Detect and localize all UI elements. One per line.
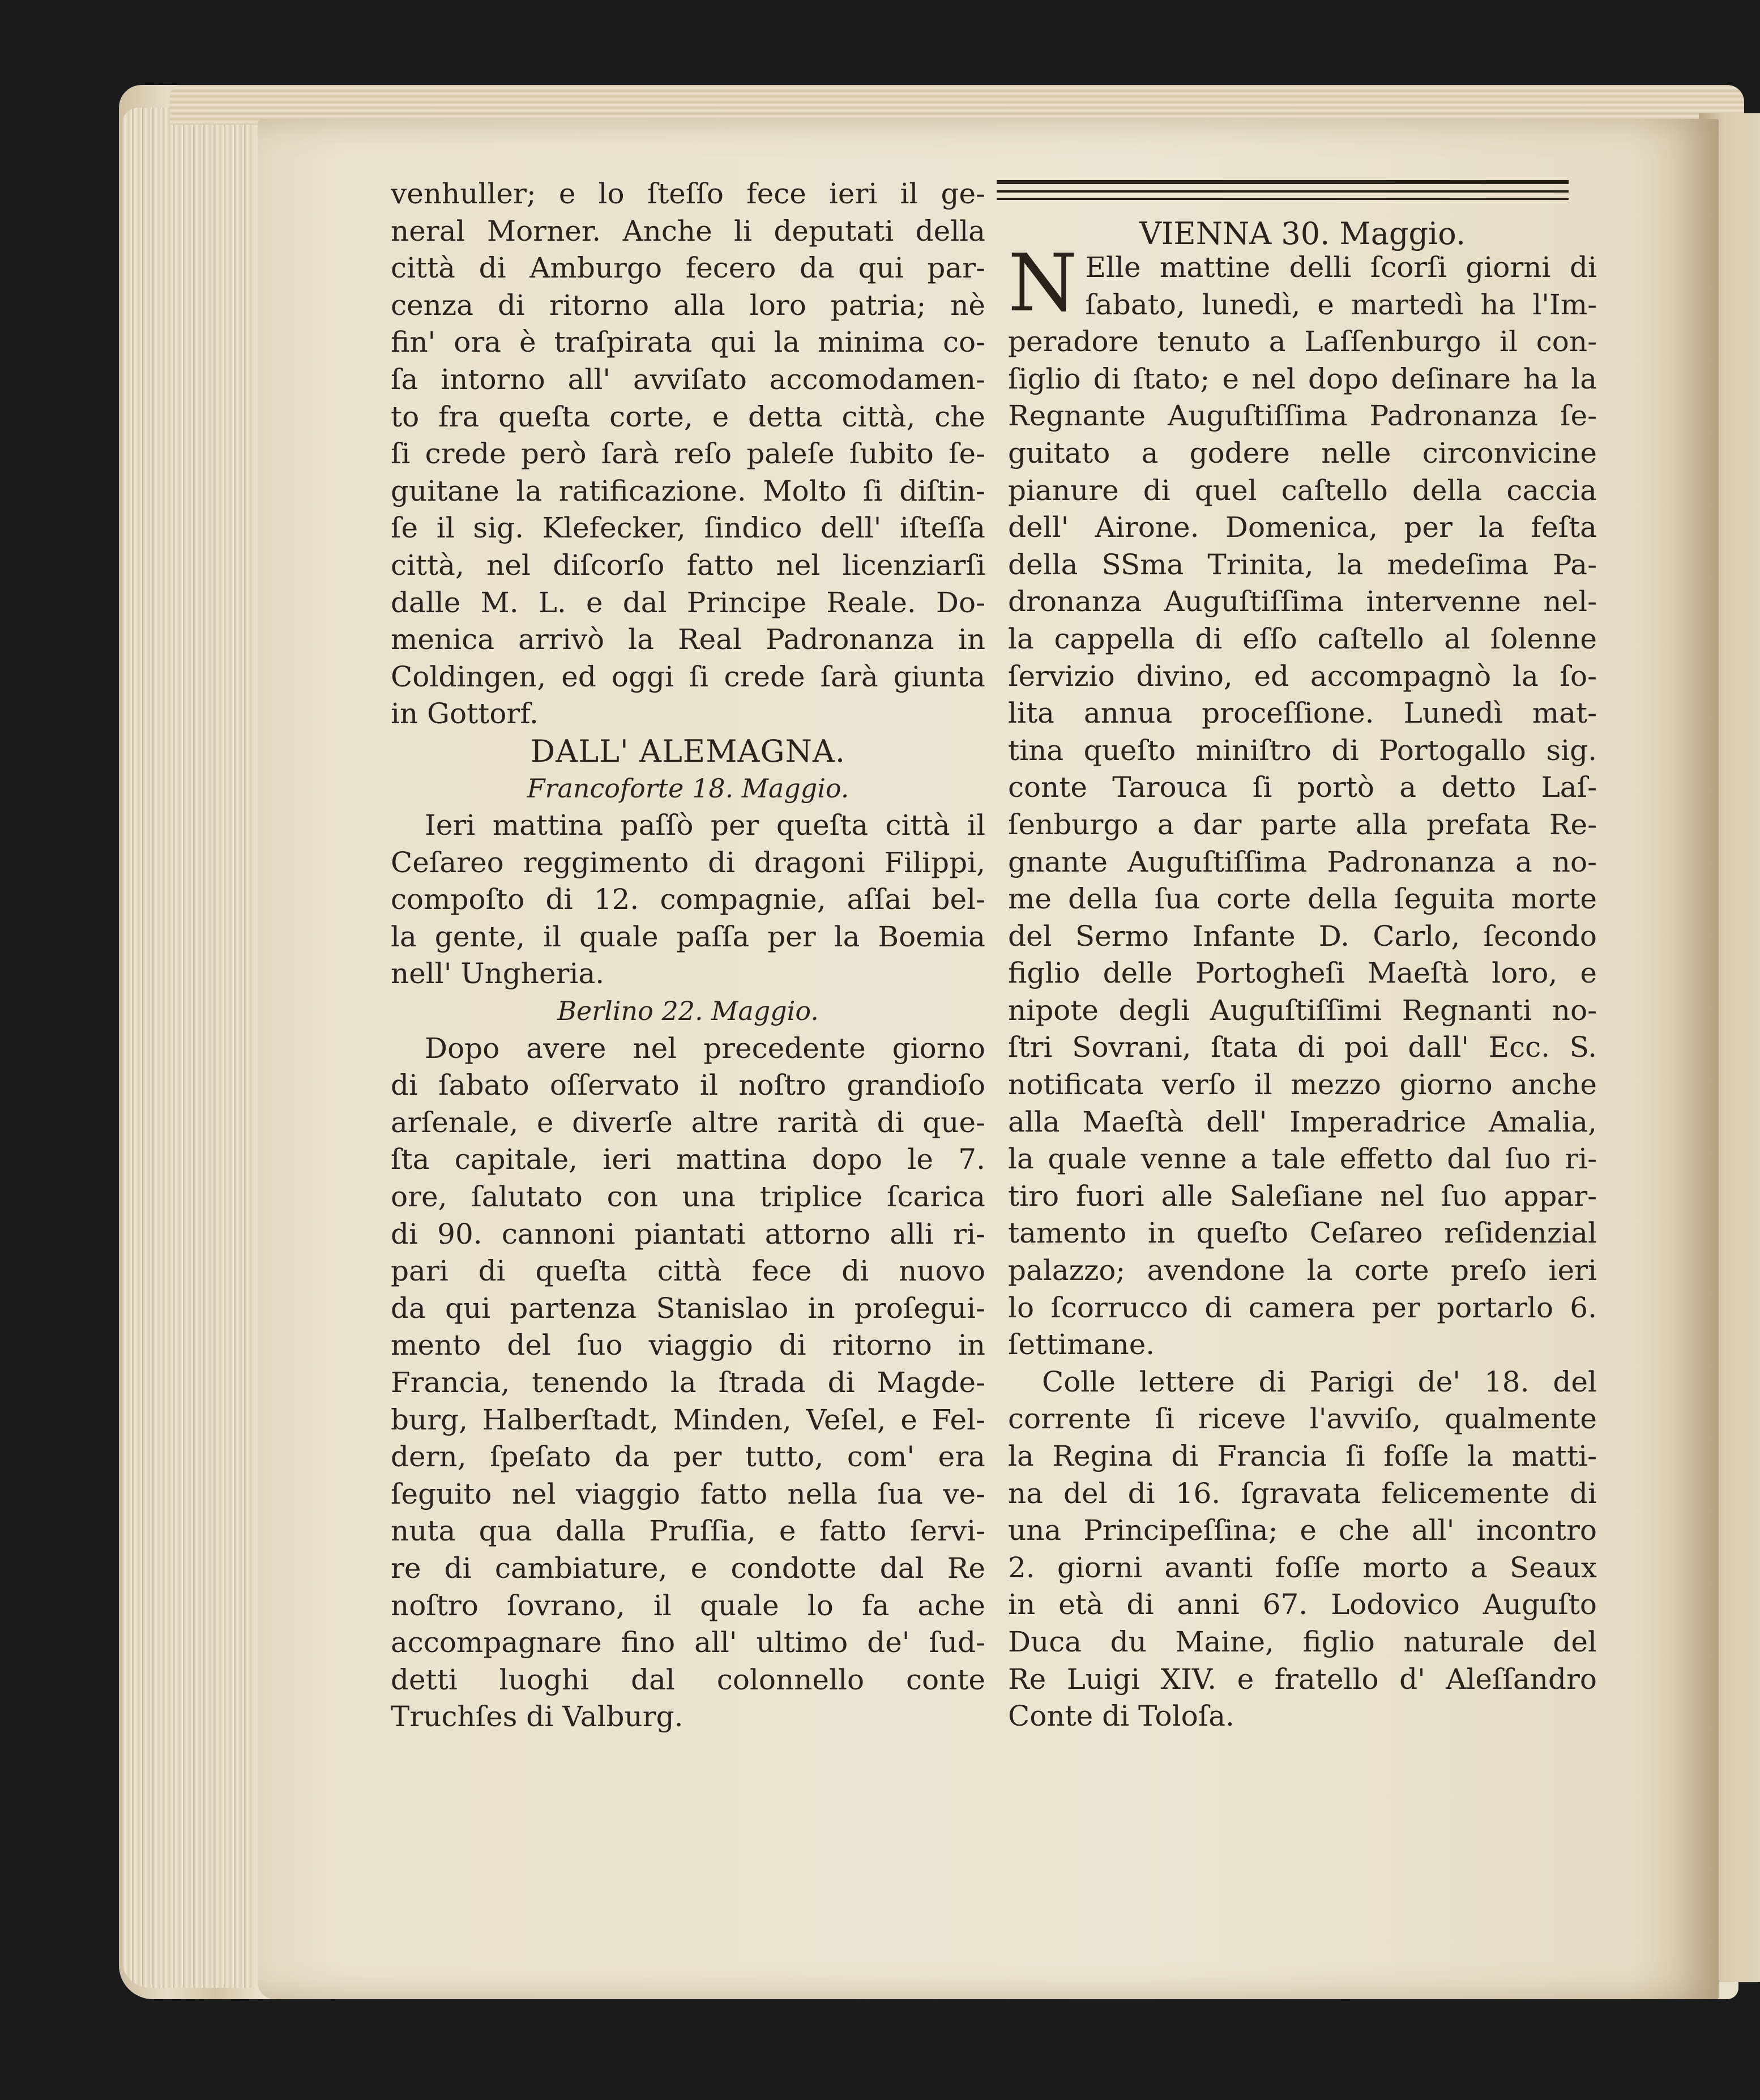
text-line: dell' Airone. Domenica, per la feſta (1008, 511, 1597, 544)
text-line: noſtro ſovrano, il quale lo fa ache (391, 1589, 985, 1622)
section-heading-alemagna: DALL' ALEMAGNA. (530, 733, 846, 769)
text-line: nipote degli Auguſtiſſimi Regnanti no- (1008, 993, 1597, 1027)
text-line: la quale venne a tale effetto dal ſuo ri- (1008, 1142, 1597, 1176)
text-line: venhuller; e lo ſteſſo fece ieri il ge- (391, 177, 985, 210)
dateline-francoforte: Francoforte 18. Maggio. (527, 772, 849, 804)
text-line: ſeguito nel viaggio fatto nella ſua ve- (391, 1477, 985, 1510)
text-line: Ieri mattina paſſò per queſta città il (425, 809, 985, 842)
text-line: peradore tenuto a Laſſenburgo il con- (1008, 325, 1597, 358)
text-line: Duca du Maine, figlio naturale del (1008, 1625, 1597, 1658)
text-line: re di cambiature, e condotte dal Re (391, 1551, 985, 1585)
text-line: corrente ſi riceve l'avviſo, qualmente (1008, 1402, 1597, 1436)
rule-line (997, 198, 1569, 200)
text-line: tiro fuori alle Saleſiane nel ſuo appar- (1008, 1179, 1597, 1213)
text-line: ſi crede però ſarà reſo paleſe ſubito ſe- (391, 437, 985, 471)
text-line: Colle lettere di Parigi de' 18. del (1042, 1365, 1597, 1398)
dateline-berlino: Berlino 22. Maggio. (557, 996, 819, 1027)
text-line: Truchſes di Valburg. (391, 1700, 684, 1734)
text-line: lita annua proceſſione. Lunedì mat- (1008, 697, 1597, 730)
text-line: la cappella di eſſo caſtello al ſolenne (1008, 622, 1597, 655)
text-line: del Sermo Infante D. Carlo, ſecondo (1008, 919, 1597, 953)
text-line: la gente, il quale paſſa per la Boemia (391, 920, 985, 953)
text-line: dronanza Auguſtiſſima intervenne nel- (1008, 585, 1597, 618)
text-line: la Regina di Francia ſi foſſe la matti- (1008, 1440, 1597, 1472)
right-column (1008, 237, 1597, 1735)
text-line: ſettimane. (1008, 1328, 1155, 1361)
text-line: 2. giorni avanti foſſe morto a Seaux (1008, 1551, 1597, 1584)
text-line: ſe il sig. Klefecker, ſindico dell' iſteſſa (391, 511, 985, 545)
text-line: me della ſua corte della ſeguita morte (1008, 882, 1597, 916)
text-line: to fra queſta corte, e detta città, che (391, 400, 985, 433)
text-line: Elle mattine delli ſcorſi giorni di (1085, 251, 1597, 284)
text-line: arſenale, e diverſe altre rarità di que- (391, 1106, 985, 1139)
text-line: ſtri Sovrani, ſtata di poi dall' Ecc. S. (1008, 1031, 1597, 1064)
text-line: nuta qua dalla Pruſſia, e fatto ſervi- (391, 1514, 985, 1548)
text-line: guitane la ratificazione. Molto ſi diſtin- (391, 474, 985, 507)
text-line: fin' ora è traſpirata qui la minima co- (391, 326, 985, 359)
text-line: notificata verſo il mezzo giorno anche (1008, 1068, 1597, 1102)
page-edges (122, 108, 252, 1988)
right-paragraph-1 (1008, 237, 1597, 1364)
text-line: Francia, tenendo la ſtrada di Magde- (391, 1366, 985, 1399)
text-line: conte Tarouca ſi portò a detto Laſ- (1008, 771, 1597, 804)
text-line: Re Luigi XIV. e fratello d' Aleſſandro (1008, 1662, 1597, 1696)
text-line: detti luoghi dal colonnello conte (391, 1663, 985, 1696)
text-line: una Principeſſina; e che all' incontro (1008, 1514, 1597, 1547)
text-line: compoſto di 12. compagnie, aſſai bel- (391, 883, 985, 916)
text-line: ſabato, lunedì, e martedì ha l'Im- (1085, 288, 1597, 321)
text-line: dern, ſpeſato da per tutto, com' era (391, 1440, 985, 1474)
text-line: in Gottorf. (391, 697, 539, 731)
text-line: guitato a godere nelle circonvicine (1008, 436, 1597, 469)
text-line: burg, Halberſtadt, Minden, Veſel, e Fel- (391, 1403, 985, 1436)
rule-line (997, 190, 1569, 193)
text-line: nell' Ungheria. (391, 957, 605, 991)
text-line: ſa intorno all' avviſato accomodamen- (391, 362, 985, 396)
left-paragraph-1 (391, 176, 985, 733)
text-line: ore, ſalutato con una triplice ſcarica (391, 1180, 985, 1214)
left-paragraph-2 (391, 807, 985, 993)
text-line: Conte di Toloſa. (1008, 1700, 1234, 1733)
text-line: Dopo avere nel precedente giorno (425, 1031, 985, 1065)
text-line: Ceſareo reggimento di dragoni Filippi, (391, 846, 985, 879)
decorative-rules (997, 180, 1569, 214)
text-line: città, nel diſcorſo fatto nel licenziarſi (391, 548, 985, 582)
text-line: ſta capitale, ieri mattina dopo le 7. (391, 1143, 985, 1176)
text-line: ſiglio di ſtato; e nel dopo deſinare ha la (1008, 362, 1597, 395)
text-line: accompagnare fino all' ultimo de' ſud- (391, 1626, 985, 1659)
text-line: pari di queſta città fece di nuovo (391, 1254, 985, 1288)
text-line: neral Morner. Anche li deputati della (391, 214, 985, 247)
text-line: città di Amburgo fecero da qui par- (391, 251, 985, 285)
text-line: menica arrivò la Real Padronanza in (391, 623, 985, 656)
section-heading-vienna: VIENNA 30. Maggio. (1139, 216, 1466, 251)
text-line: palazzo; avendone la corte preſo ieri (1008, 1254, 1597, 1287)
right-paragraph-2 (1008, 1364, 1597, 1735)
text-line: di 90. cannoni piantati attorno alli ri- (391, 1217, 985, 1250)
text-line: gnante Auguſtiſſima Padronanza a no- (1008, 845, 1597, 878)
text-line: della SSma Trinita, la medeſima Pa- (1008, 548, 1597, 581)
text-line: lo ſcorrucco di camera per portarlo 6. (1008, 1291, 1597, 1324)
text-line: Coldingen, ed oggi ſi crede ſarà giunta (391, 660, 985, 693)
text-line: in età di anni 67. Lodovico Auguſto (1008, 1588, 1597, 1621)
text-line: pianure di quel caſtello della caccia (1008, 473, 1597, 507)
text-line: figlio delle Portogheſi Maeſtà loro, e (1008, 957, 1597, 990)
text-line: mento del ſuo viaggio di ritorno in (391, 1329, 985, 1362)
text-line: ſervizio divino, ed accompagnò la ſo- (1008, 659, 1597, 693)
text-line: ſenburgo a dar parte alla prefata Re- (1008, 808, 1597, 841)
text-line: Regnante Auguſtiſſima Padronanza ſe- (1008, 399, 1597, 433)
text-line: tamento in queſto Ceſareo reſidenzial (1008, 1217, 1597, 1250)
text-line: na del di 16. ſgravata felicemente di (1008, 1476, 1597, 1510)
drop-cap: N (1008, 237, 1078, 330)
left-paragraph-3 (391, 1030, 985, 1736)
text-line: da qui partenza Stanislao in proſegui- (391, 1291, 985, 1325)
text-line: di ſabato oſſervato il noſtro grandioſo (391, 1069, 985, 1102)
text-line: alla Maeſtà dell' Imperadrice Amalia, (1008, 1105, 1597, 1138)
rule-line (997, 180, 1569, 184)
text-line: tina queſto miniſtro di Portogallo sig. (1008, 733, 1597, 767)
left-column (391, 176, 985, 1736)
text-line: cenza di ritorno alla loro patria; nè (391, 288, 985, 322)
text-line: dalle M. L. e dal Principe Reale. Do- (391, 586, 985, 619)
